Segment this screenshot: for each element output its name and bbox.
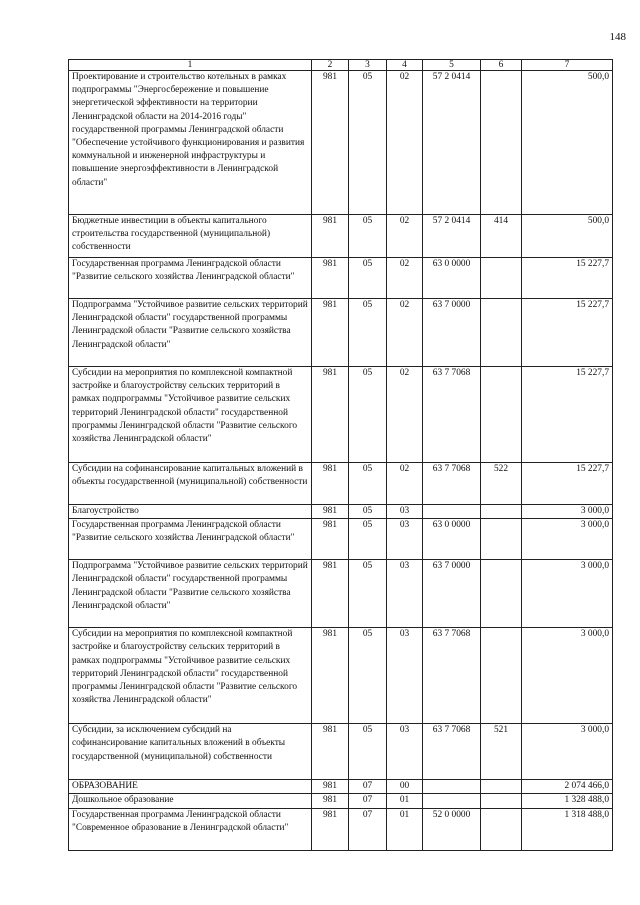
row-name: Государственная программа Ленинградской области "Современное образование в Ленинградской области" [69, 808, 312, 850]
cell-target-code: 57 2 0414 [423, 215, 481, 258]
cell-section: 05 [349, 367, 387, 463]
cell-expense-type [481, 628, 522, 724]
cell-subsection: 02 [387, 215, 423, 258]
table-row [69, 215, 613, 258]
cell-admin-code: 981 [312, 299, 349, 367]
cell-subsection: 02 [387, 367, 423, 463]
cell-target-code: 63 7 7068 [423, 367, 481, 463]
cell-target-code: 63 7 0000 [423, 560, 481, 628]
cell-expense-type [481, 299, 522, 367]
cell-subsection: 03 [387, 560, 423, 628]
cell-amount: 2 074 466,0 [522, 780, 613, 794]
cell-subsection: 02 [387, 299, 423, 367]
cell-amount: 15 227,7 [522, 299, 613, 367]
table-row [69, 71, 613, 215]
cell-expense-type [481, 519, 522, 560]
cell-expense-type: 522 [481, 463, 522, 505]
page-number: 148 [609, 31, 626, 43]
cell-subsection: 02 [387, 258, 423, 299]
row-name: Подпрограмма "Устойчивое развитие сельских территорий Ленинградской области" государственной программы Ленинградской области "Развитие сельского хозяйства Ленинградской области" [69, 299, 312, 367]
cell-admin-code: 981 [312, 794, 349, 808]
cell-expense-type [481, 367, 522, 463]
cell-admin-code: 981 [312, 519, 349, 560]
cell-target-code: 63 7 0000 [423, 299, 481, 367]
table-row [69, 780, 613, 794]
column-header: 3 [349, 60, 387, 71]
cell-section: 05 [349, 560, 387, 628]
cell-expense-type [481, 794, 522, 808]
cell-section: 05 [349, 519, 387, 560]
row-name: Субсидии на мероприятия по комплексной компактной застройке и благоустройству сельских территорий в рамках подпрограммы "Устойчивое развитие сельских территорий Ленинградской области" государственной программы Ленинградской области "Развитие сельского хозяйства Ленинградской области" [69, 628, 312, 724]
cell-amount: 3 000,0 [522, 519, 613, 560]
cell-admin-code: 981 [312, 628, 349, 724]
cell-amount: 3 000,0 [522, 724, 613, 780]
row-name: Субсидии на софинансирование капитальных вложений в объекты государственной (муниципальной) собственности [69, 463, 312, 505]
cell-subsection: 01 [387, 808, 423, 850]
row-name: Государственная программа Ленинградской области "Развитие сельского хозяйства Ленинградской области" [69, 258, 312, 299]
cell-section: 05 [349, 628, 387, 724]
cell-expense-type [481, 808, 522, 850]
cell-subsection: 01 [387, 794, 423, 808]
cell-admin-code: 981 [312, 724, 349, 780]
table-row [69, 258, 613, 299]
row-name: Субсидии на мероприятия по комплексной компактной застройке и благоустройству сельских территорий в рамках подпрограммы "Устойчивое развитие сельских территорий Ленинградской области" государственной программы Ленинградской области "Развитие сельского хозяйства Ленинградской области" [69, 367, 312, 463]
cell-section: 07 [349, 794, 387, 808]
cell-admin-code: 981 [312, 71, 349, 215]
row-name: Субсидии, за исключением субсидий на софинансирование капитальных вложений в объекты государственной (муниципальной) собственности [69, 724, 312, 780]
cell-amount: 1 328 488,0 [522, 794, 613, 808]
row-name: Проектирование и строительство котельных в рамках подпрограммы "Энергосбережение и повышение энергетической эффективности на территории Ленинградской области на 2014-2016 годы" государственной программы Ленинградской области "Обеспечение устойчивого функционирования и развития коммунальной и инженерной инфраструктуры и повышение энергоэффективности в Ленинградской области" [69, 71, 312, 215]
cell-section: 05 [349, 71, 387, 215]
cell-subsection: 02 [387, 463, 423, 505]
cell-expense-type [481, 71, 522, 215]
table-row [69, 724, 613, 780]
cell-target-code: 63 0 0000 [423, 258, 481, 299]
cell-admin-code: 981 [312, 808, 349, 850]
cell-expense-type: 414 [481, 215, 522, 258]
column-header: 2 [312, 60, 349, 71]
cell-target-code: 63 7 7068 [423, 724, 481, 780]
table-row [69, 299, 613, 367]
cell-subsection: 03 [387, 519, 423, 560]
cell-section: 05 [349, 258, 387, 299]
cell-subsection: 03 [387, 628, 423, 724]
cell-admin-code: 981 [312, 560, 349, 628]
cell-subsection: 02 [387, 71, 423, 215]
cell-expense-type: 521 [481, 724, 522, 780]
cell-expense-type [481, 505, 522, 519]
column-header: 6 [481, 60, 522, 71]
cell-expense-type [481, 560, 522, 628]
row-name: Подпрограмма "Устойчивое развитие сельских территорий Ленинградской области" государственной программы Ленинградской области "Развитие сельского хозяйства Ленинградской области" [69, 560, 312, 628]
row-name: ОБРАЗОВАНИЕ [69, 780, 312, 794]
table-header-row [69, 60, 613, 71]
cell-target-code [423, 794, 481, 808]
cell-section: 05 [349, 299, 387, 367]
row-name: Бюджетные инвестиции в объекты капитального строительства государственной (муниципальной) собственности [69, 215, 312, 258]
cell-amount: 1 318 488,0 [522, 808, 613, 850]
table-row [69, 519, 613, 560]
cell-amount: 500,0 [522, 71, 613, 215]
column-header: 4 [387, 60, 423, 71]
cell-target-code: 63 7 7068 [423, 628, 481, 724]
cell-subsection: 03 [387, 505, 423, 519]
row-name: Государственная программа Ленинградской области "Развитие сельского хозяйства Ленинградской области" [69, 519, 312, 560]
cell-target-code [423, 505, 481, 519]
cell-section: 05 [349, 505, 387, 519]
budget-table [68, 59, 613, 851]
cell-section: 05 [349, 463, 387, 505]
cell-section: 05 [349, 724, 387, 780]
row-name: Благоустройство [69, 505, 312, 519]
cell-admin-code: 981 [312, 367, 349, 463]
cell-admin-code: 981 [312, 505, 349, 519]
column-header: 7 [522, 60, 613, 71]
cell-amount: 3 000,0 [522, 560, 613, 628]
cell-target-code [423, 780, 481, 794]
cell-expense-type [481, 258, 522, 299]
cell-amount: 3 000,0 [522, 505, 613, 519]
cell-subsection: 00 [387, 780, 423, 794]
cell-target-code: 52 0 0000 [423, 808, 481, 850]
row-name: Дошкольное образование [69, 794, 312, 808]
cell-section: 07 [349, 780, 387, 794]
cell-target-code: 57 2 0414 [423, 71, 481, 215]
table-row [69, 808, 613, 850]
cell-admin-code: 981 [312, 780, 349, 794]
table-row [69, 463, 613, 505]
cell-expense-type [481, 780, 522, 794]
cell-amount: 15 227,7 [522, 463, 613, 505]
table-row [69, 794, 613, 808]
cell-amount: 500,0 [522, 215, 613, 258]
cell-amount: 15 227,7 [522, 258, 613, 299]
cell-amount: 3 000,0 [522, 628, 613, 724]
table-row [69, 367, 613, 463]
cell-subsection: 03 [387, 724, 423, 780]
cell-admin-code: 981 [312, 463, 349, 505]
cell-admin-code: 981 [312, 215, 349, 258]
table-row [69, 505, 613, 519]
cell-target-code: 63 0 0000 [423, 519, 481, 560]
table-row [69, 560, 613, 628]
cell-section: 05 [349, 215, 387, 258]
cell-admin-code: 981 [312, 258, 349, 299]
cell-amount: 15 227,7 [522, 367, 613, 463]
column-header: 5 [423, 60, 481, 71]
column-header: 1 [69, 60, 312, 71]
table-row [69, 628, 613, 724]
cell-section: 07 [349, 808, 387, 850]
cell-target-code: 63 7 7068 [423, 463, 481, 505]
